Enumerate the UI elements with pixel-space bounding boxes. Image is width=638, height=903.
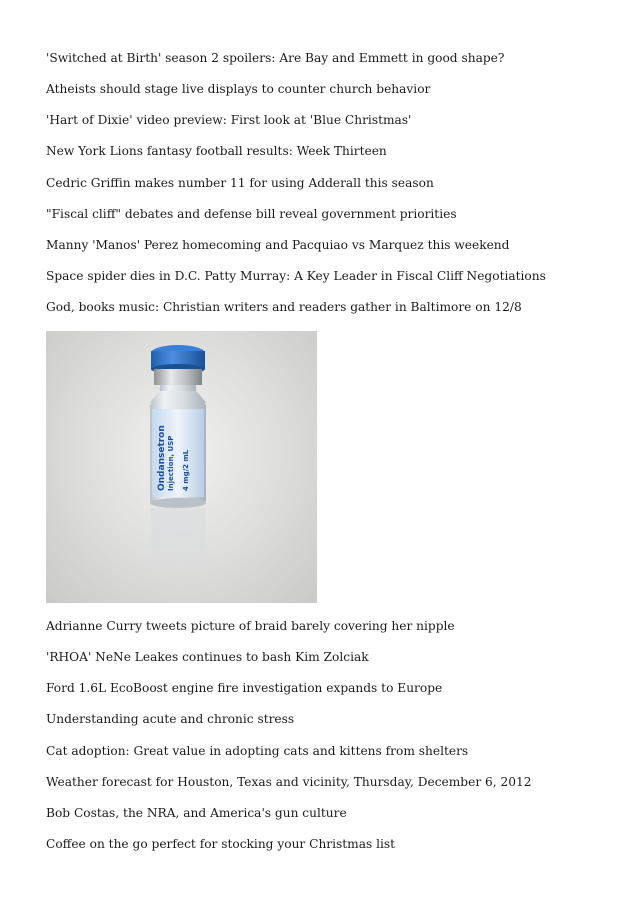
headline-item: Coffee on the go perfect for stocking your Christmas list	[46, 837, 396, 851]
headline-item: Understanding acute and chronic stress	[46, 712, 295, 726]
headline-item: "Fiscal cliff" debates and defense bill reveal government priorities	[46, 207, 457, 221]
headline-item: Adrianne Curry tweets picture of braid barely covering her nipple	[46, 619, 455, 633]
headline-item: Space spider dies in D.C. Patty Murray: A Key Leader in Fiscal Cliff Negotiations	[46, 269, 546, 283]
vial-photo	[46, 331, 317, 603]
headline-item: 'Hart of Dixie' video preview: First look at 'Blue Christmas'	[46, 113, 412, 127]
vial-reflection	[150, 508, 206, 578]
vial-crimp	[154, 369, 202, 385]
headline-item: 'Switched at Birth' season 2 spoilers: Are Bay and Emmett in good shape?	[46, 51, 505, 65]
headline-item: God, books music: Christian writers and readers gather in Baltimore on 12/8	[46, 300, 522, 314]
vial-label-line2: Injection, USP	[167, 435, 175, 491]
vial-label-line1: Ondansetron	[157, 425, 167, 491]
vial-label-line3: 4 mg/2 mL	[182, 449, 190, 491]
headline-item: Bob Costas, the NRA, and America's gun culture	[46, 806, 347, 820]
vial-illustration	[46, 331, 317, 603]
headline-item: 'RHOA' NeNe Leakes continues to bash Kim Zolciak	[46, 650, 369, 664]
headline-item: Cat adoption: Great value in adopting cats and kittens from shelters	[46, 744, 469, 758]
headline-item: Weather forecast for Houston, Texas and vicinity, Thursday, December 6, 2012	[46, 775, 532, 789]
headline-item: Atheists should stage live displays to counter church behavior	[46, 82, 431, 96]
headline-item: New York Lions fantasy football results: Week Thirteen	[46, 144, 387, 158]
headline-item: Ford 1.6L EcoBoost engine fire investigation expands to Europe	[46, 681, 443, 695]
headline-item: Manny 'Manos' Perez homecoming and Pacquiao vs Marquez this weekend	[46, 238, 510, 252]
headline-item: Cedric Griffin makes number 11 for using Adderall this season	[46, 176, 434, 190]
